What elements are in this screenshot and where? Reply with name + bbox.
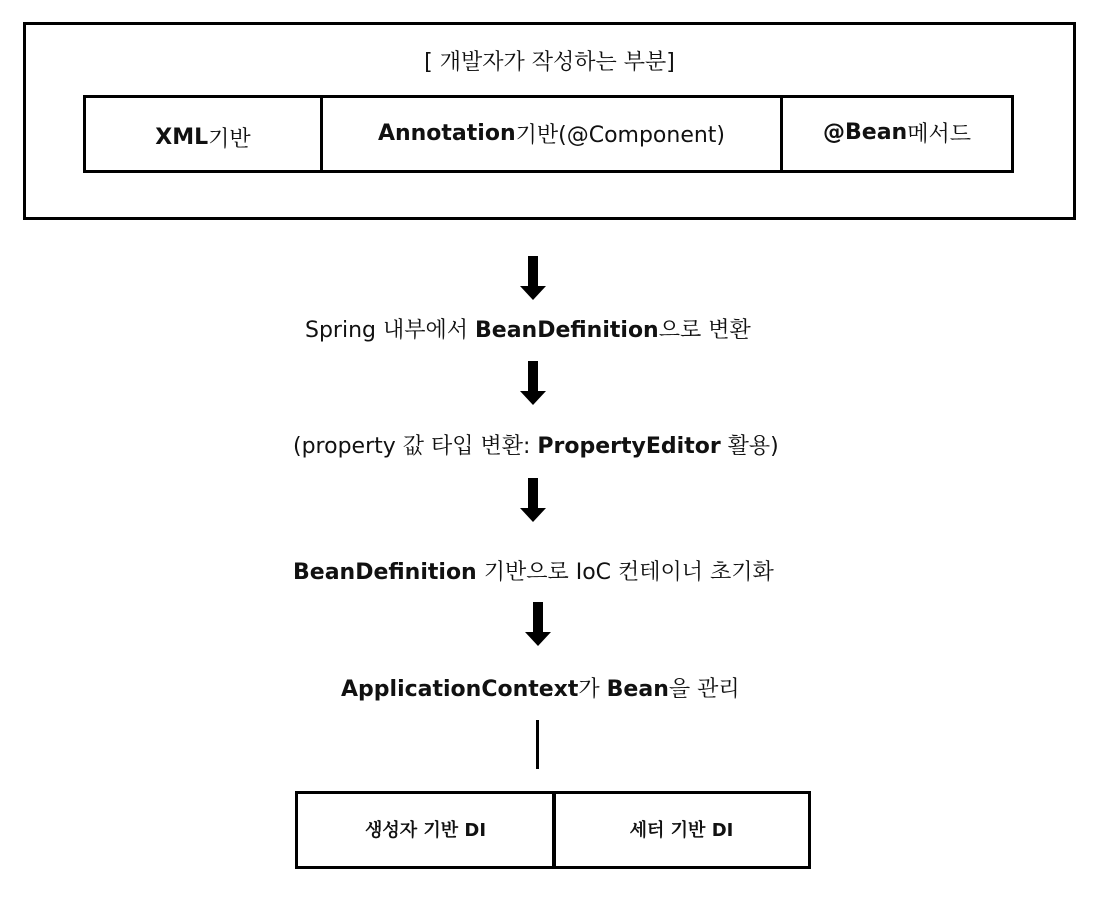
step-application-context-manages-bean: ApplicationContext가 Bean을 관리 xyxy=(341,677,740,702)
constructor-di-box xyxy=(295,791,556,869)
xml-based-box xyxy=(83,95,323,173)
application-context-term: ApplicationContext xyxy=(341,677,579,702)
xml-label: XML xyxy=(155,124,209,150)
step-convert-to-bean-definition: Spring 내부에서 BeanDefinition으로 변환 xyxy=(305,318,751,343)
xml-suffix: 기반 xyxy=(208,126,251,152)
connector-line xyxy=(536,720,539,769)
setter-di-box xyxy=(552,791,811,869)
down-arrow-1 xyxy=(520,256,546,300)
step-ioc-container-init: BeanDefinition 기반으로 IoC 컨테이너 초기화 xyxy=(293,560,774,585)
down-arrow-4 xyxy=(525,602,551,646)
developer-section-title: [ 개발자가 작성하는 부분] xyxy=(424,50,675,75)
annotation-label: Annotation xyxy=(377,120,516,146)
bean-method-label: @Bean xyxy=(823,120,908,145)
constructor-di-label: 생성자 기반 DI xyxy=(364,820,487,841)
bean-term: Bean xyxy=(606,677,669,702)
step-property-type-conversion: (property 값 타입 변환: PropertyEditor 활용) xyxy=(293,434,779,459)
bean-method-suffix: 메서드 xyxy=(907,122,971,147)
down-arrow-3 xyxy=(520,478,546,522)
bean-method-box xyxy=(780,95,1014,173)
down-arrow-2 xyxy=(520,361,546,405)
annotation-based-box xyxy=(320,95,783,173)
bean-definition-term: BeanDefinition xyxy=(475,318,659,343)
setter-di-label: 세터 기반 DI xyxy=(629,820,734,841)
annotation-suffix: 기반(@Component) xyxy=(515,122,726,148)
property-editor-term: PropertyEditor xyxy=(537,434,721,459)
bean-definition-term-2: BeanDefinition xyxy=(293,560,477,585)
